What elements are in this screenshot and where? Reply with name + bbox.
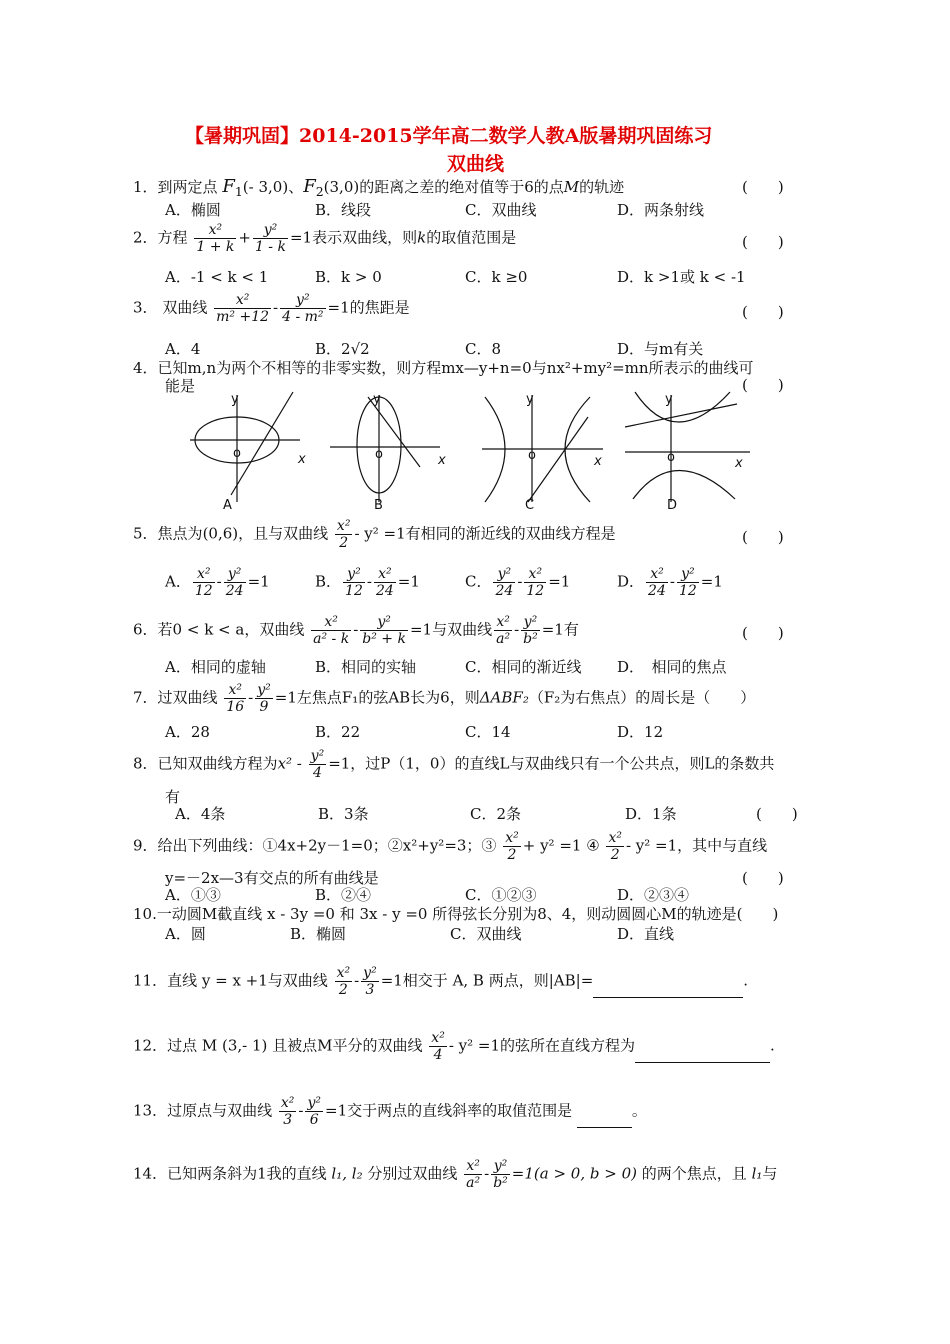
q-text: 的距离之差的绝对值等于6的点 (359, 178, 564, 196)
question-11: 11．直线 y = x +1与双曲线 $\frac{\text{x²}}{2}$ - $\frac{\text{y²}}{3}$ =1相交于 A, B 两点，则|AB|= . (133, 965, 749, 999)
numerator: x² (505, 830, 519, 846)
q-text: 若0 < k < a，双曲线 (157, 620, 305, 639)
graph-c-label: C (525, 498, 535, 513)
q-text: 过双曲线 (157, 688, 218, 707)
fraction (214, 292, 271, 325)
option-d: D．②③④ (617, 886, 690, 904)
fraction (646, 566, 668, 599)
q-num: 12． (133, 1036, 168, 1055)
fraction (224, 566, 246, 599)
denominator: 2 (338, 982, 348, 999)
opt-label: D． (617, 572, 645, 591)
q-text: 过点 M (3,- 1) 且被点M平分的双曲线 (167, 1036, 423, 1055)
opt-label: B． (315, 572, 342, 591)
graph-b-y-label: y (373, 392, 381, 407)
numerator: x² (193, 566, 215, 583)
option-a: A．4 (165, 340, 201, 358)
opt-label: C． (465, 572, 492, 591)
f2: F (303, 176, 316, 197)
fraction (280, 292, 325, 325)
option-b: B．椭圆 (290, 925, 347, 943)
denominator: 4 (312, 765, 322, 782)
option-d: D．直线 (617, 925, 675, 943)
q-num: 2． (133, 228, 158, 247)
graph-d-x-label: x (735, 456, 743, 471)
graph-a (190, 392, 300, 502)
q-text: 方程 (157, 228, 188, 247)
question-2 (133, 222, 516, 255)
fraction (311, 614, 351, 647)
q-text: 双曲线 (162, 298, 208, 317)
numerator: x² (336, 965, 351, 981)
question-9 (133, 830, 767, 863)
denominator: 2 (339, 535, 349, 552)
graph-a-label: A (223, 498, 232, 513)
option-c: C．14 (465, 723, 511, 741)
focus-coord: (0,6) (202, 524, 239, 543)
graph-b-label: B (374, 498, 383, 513)
numerator: x² (336, 518, 351, 534)
numerator: x² (464, 1158, 482, 1175)
fraction (524, 566, 546, 599)
q-num: 7． (133, 688, 158, 707)
q-text: （F₂为右焦点）的周长是（ ） (528, 688, 756, 707)
option-c: C．相同的渐近线 (465, 658, 582, 676)
answer-paren: ( ) (756, 805, 798, 823)
denominator: 2 (610, 847, 620, 864)
option-d: D．12 (617, 723, 664, 741)
numerator: y² (491, 1158, 510, 1175)
numerator: y² (363, 965, 377, 981)
option-b: B．k > 0 (315, 268, 382, 286)
question-3 (133, 292, 410, 325)
fraction (464, 1158, 482, 1191)
option-a: A．圆 (165, 925, 206, 943)
graph-b (330, 395, 440, 502)
fraction (374, 566, 396, 599)
q-text: - y² =1，其中与直线 (625, 836, 768, 855)
option-a: A．-1 < k < 1 (165, 268, 269, 286)
op: - (517, 572, 523, 591)
q-text: 的轨迹 (579, 178, 625, 196)
option-a (165, 566, 270, 599)
k-var: k (417, 228, 427, 247)
answer-paren: ( ) (742, 624, 784, 642)
option-c: C．①②③ (465, 886, 537, 904)
fraction (193, 566, 215, 599)
graph-d-origin: o (667, 450, 675, 465)
denominator: 1 + k (196, 239, 235, 256)
denominator: 12 (678, 583, 697, 600)
option-d: D．与m有关 (617, 340, 704, 358)
option-a: A．①③ (165, 886, 221, 904)
q-text: 分别过双曲线 (367, 1164, 458, 1183)
denominator: m² +12 (216, 309, 270, 326)
numerator: x² (311, 614, 351, 631)
q-text: =1交于两点的直线斜率的取值范围是 (325, 1101, 573, 1120)
denominator: 24 (225, 583, 244, 600)
q-text: =1左焦点F₁的弦AB长为6，则 (274, 688, 480, 707)
option-c: C．双曲线 (450, 925, 522, 943)
numerator: x² (431, 1030, 445, 1046)
eq: =1 (700, 572, 723, 591)
option-d (617, 566, 723, 599)
op: - (273, 298, 279, 317)
option-a: A．椭圆 (165, 201, 221, 219)
option-d: D．k >1或 k < -1 (617, 268, 746, 286)
answer-blank[interactable] (593, 997, 743, 998)
answer-paren: ( ) (742, 303, 784, 321)
graph-c-y-label: y (526, 392, 534, 407)
denominator: 24 (648, 583, 666, 600)
fraction (493, 566, 515, 599)
answer-paren: ( ) (742, 233, 784, 251)
triangle: ΔABF₂ (479, 688, 529, 707)
numerator: y² (257, 682, 271, 698)
q-num: 3． (133, 298, 158, 317)
option-b: B．3条 (318, 805, 369, 823)
option-a: A．4条 (175, 805, 226, 823)
denominator: 12 (345, 583, 363, 600)
question-9-cont: y=－2x—3有交点的所有曲线是 (165, 869, 379, 887)
q-text: 过原点与双曲线 (167, 1101, 273, 1120)
numerator: y² (310, 748, 325, 764)
op: - (216, 572, 222, 591)
graph-a-x-label: x (298, 452, 306, 467)
opt-label: A． (165, 572, 191, 591)
q-text: 的取值范围是 (426, 228, 517, 247)
option-b: B．相同的实轴 (315, 658, 417, 676)
graph-d-label: D (667, 498, 678, 513)
q-text: 焦点为 (157, 524, 203, 543)
question-1 (133, 178, 624, 199)
question-6: 6．若0 < k < a，双曲线 $\frac{\text{x²}}{\text{a² - k}}$ - $\frac{\text{y²}}{\text{b² + k}}$ =1与双曲线 $\frac{\text{x²}}{\text{a²}}$ - $\frac{\text{y²}}{\text{b²}}$ =1有 (133, 614, 579, 648)
option-d: D．两条射线 (617, 201, 705, 219)
numerator: y² (343, 566, 365, 583)
answer-paren: ( ) (742, 376, 784, 394)
eq: =1 (548, 572, 571, 591)
answer-blank[interactable] (635, 1062, 770, 1063)
denominator: 4 - m² (282, 309, 324, 326)
option-b: B．2√2 (315, 340, 370, 358)
q-num: 1． (133, 178, 158, 196)
q-text: ，且与双曲线 (238, 524, 329, 543)
numerator: y² (677, 566, 699, 583)
option-b: B．线段 (315, 201, 372, 219)
numerator: x² (494, 614, 512, 631)
q-num: 8． (133, 754, 158, 773)
denominator: 16 (226, 699, 245, 716)
option-c: C．2条 (470, 805, 522, 823)
q-end: . (743, 971, 749, 990)
question-8 (133, 748, 774, 781)
eq: =1 (397, 572, 420, 591)
graphs-figure (185, 387, 765, 515)
numerator: x² (224, 682, 246, 699)
fraction (503, 830, 521, 863)
condition: =1(a > 0, b > 0) (511, 1164, 637, 1183)
q-text: 到两定点 (157, 178, 218, 196)
q-end: 。 (631, 1101, 647, 1120)
fraction (305, 1095, 323, 1128)
option-c: C．双曲线 (465, 201, 537, 219)
q-text: 给出下列曲线：①4x+2y－1=0；②x²+y²=3；③ (157, 836, 497, 855)
denominator: 24 (495, 583, 514, 600)
fraction (255, 682, 273, 715)
answer-paren: ( ) (742, 178, 784, 196)
numerator: x² (608, 830, 622, 846)
numerator: y² (493, 566, 515, 583)
m-var: M (563, 178, 580, 196)
numerator: x² (280, 1095, 295, 1111)
f2-sub: 2 (315, 184, 324, 199)
op: - (366, 572, 372, 591)
option-d: D．1条 (625, 805, 677, 823)
fraction (335, 518, 353, 551)
q-num: 6． (133, 620, 158, 639)
fraction (194, 222, 236, 255)
q-text: - y² =1有相同的渐近线的双曲线方程是 (354, 524, 616, 543)
graph-a-y-label: y (231, 392, 239, 407)
denominator: 2 (507, 847, 517, 864)
fraction (429, 1030, 447, 1063)
fraction (253, 222, 288, 255)
lines: l₁, l₂ (331, 1164, 363, 1183)
numerator: y² (253, 222, 288, 239)
question-4-cont: 能是 (165, 377, 196, 395)
answer-paren: ( ) (742, 869, 784, 887)
numerator: y² (360, 614, 408, 631)
fraction (335, 965, 353, 998)
numerator: y² (521, 614, 540, 631)
option-c: C．8 (465, 340, 502, 358)
numerator: x² (194, 222, 236, 239)
numerator: x² (524, 566, 546, 583)
graph-c (482, 395, 603, 502)
q-text: =1，过P（1，0）的直线L与双曲线只有一个公共点，则L的条数共 (328, 754, 775, 773)
denominator: 9 (259, 699, 269, 716)
denominator: b² (493, 1175, 508, 1192)
numerator: x² (646, 566, 668, 583)
graph-b-origin: o (375, 447, 383, 462)
numerator: x² (374, 566, 396, 583)
q-text: 已知两条斜为1我的直线 (167, 1164, 327, 1183)
option-a: A．相同的虚轴 (165, 658, 266, 676)
denominator: b² (523, 631, 538, 648)
graph-c-origin: o (528, 448, 536, 463)
denominator: a² (466, 1175, 481, 1192)
question-12 (133, 1030, 775, 1063)
fraction (361, 965, 379, 998)
numerator: y² (280, 292, 325, 309)
fraction (343, 566, 365, 599)
denominator: 6 (309, 1112, 319, 1129)
question-4: 4．已知m,n为两个不相等的非零实数，则方程mx—y+n=0与nx²+my²=mn所表示的曲线可 (133, 359, 754, 377)
fraction (494, 614, 512, 647)
fraction (224, 682, 246, 715)
denominator: 24 (375, 583, 394, 600)
fraction (606, 830, 624, 863)
q-text: =1的焦距是 (327, 298, 410, 317)
q-num: 9． (133, 836, 158, 855)
f1: F (222, 176, 235, 197)
q-text: 与 (762, 1164, 778, 1183)
option-b (315, 566, 420, 599)
q-text: 的两个焦点，且 (641, 1164, 747, 1183)
q-num: 13． (133, 1101, 168, 1120)
q-text: =1与双曲线 (409, 620, 493, 639)
numerator: y² (307, 1095, 322, 1111)
denominator: a² (496, 631, 511, 648)
fraction (491, 1158, 510, 1191)
q-num: 11． (133, 971, 168, 990)
q-text: 直线 y = x +1与双曲线 (167, 971, 328, 990)
answer-blank[interactable] (577, 1127, 632, 1128)
option-c (465, 566, 570, 599)
q-text: =1表示双曲线，则 (289, 228, 418, 247)
page-title: 【暑期巩固】2014-2015学年高二数学人教A版暑期巩固练习 (185, 125, 713, 147)
graph-d-y-label: y (665, 392, 673, 407)
option-c: C．k ≥0 (465, 268, 528, 286)
option-d: D． 相同的焦点 (617, 658, 727, 676)
option-b: B．22 (315, 723, 361, 741)
question-10: 10.一动圆M截直线 x - 3y =0 和 3x - y =0 所得弦长分别为8、4，则动圆圆心M的轨迹是( ) (133, 905, 779, 923)
graph-c-x-label: x (594, 454, 602, 469)
denominator: 12 (194, 583, 213, 600)
f2-coord: (3,0) (323, 178, 360, 196)
op: - (669, 572, 675, 591)
graph-a-origin: o (233, 446, 241, 461)
q-num: 5． (133, 524, 158, 543)
numerator: x² (214, 292, 271, 309)
denominator: 3 (365, 982, 375, 999)
graph-b-x-label: x (438, 453, 446, 468)
question-8-cont: 有 (165, 788, 181, 806)
q-num: 14． (133, 1164, 168, 1183)
page-subtitle: 双曲线 (447, 153, 505, 175)
fraction (677, 566, 699, 599)
fraction (279, 1095, 297, 1128)
q-text: =1相交于 A, B 两点，则|AB|= (380, 971, 594, 990)
q-text: + y² =1 ④ (522, 836, 600, 855)
graph-d (625, 392, 750, 502)
question-13: 13．过原点与双曲线 $\frac{\text{x²}}{3}$ - $\frac{\text{y²}}{6}$ =1交于两点的直线斜率的取值范围是 。 (133, 1095, 647, 1129)
q-end: . (770, 1036, 775, 1055)
q-text: 已知双曲线方程为 (157, 754, 278, 773)
x2-term: x² - (277, 754, 302, 773)
denominator: a² - k (313, 631, 350, 648)
option-a: A．28 (165, 723, 210, 741)
denominator: b² + k (362, 631, 406, 648)
fraction (521, 614, 540, 647)
line-l1: l₁ (751, 1164, 763, 1183)
denominator: 12 (526, 583, 545, 600)
fraction (309, 748, 327, 781)
denominator: 3 (283, 1112, 293, 1129)
answer-paren: ( ) (742, 528, 784, 546)
denominator: 4 (433, 1047, 443, 1064)
q-text: - y² =1的弦所在直线方程为 (448, 1036, 636, 1055)
question-14: 14．已知两条斜为1我的直线 l₁, l₂ 分别过双曲线 $\frac{\text{x²}}{\text{a²}}$ - $\frac{\text{y²}}{\text{b²}}$ =1(a > 0, b > 0) 的两个焦点，且 l₁与 (133, 1158, 778, 1192)
fraction (360, 614, 408, 647)
question-7: 7．过双曲线 $\frac{\text{x²}}{16}$ - $\frac{\text{y²}}{9}$ =1左焦点F₁的弦AB长为6，则ΔABF₂（F₂为右焦点）的周长是（ ） (133, 682, 756, 716)
option-b: B．②④ (315, 886, 372, 904)
numerator: y² (224, 566, 246, 583)
op: + (238, 228, 251, 247)
q-text: =1有 (541, 620, 579, 639)
eq: =1 (247, 572, 270, 591)
f1-coord: (- 3,0)、 (242, 178, 304, 196)
question-5 (133, 518, 616, 551)
denominator: 1 - k (254, 239, 286, 256)
f1-sub: 1 (234, 184, 243, 199)
